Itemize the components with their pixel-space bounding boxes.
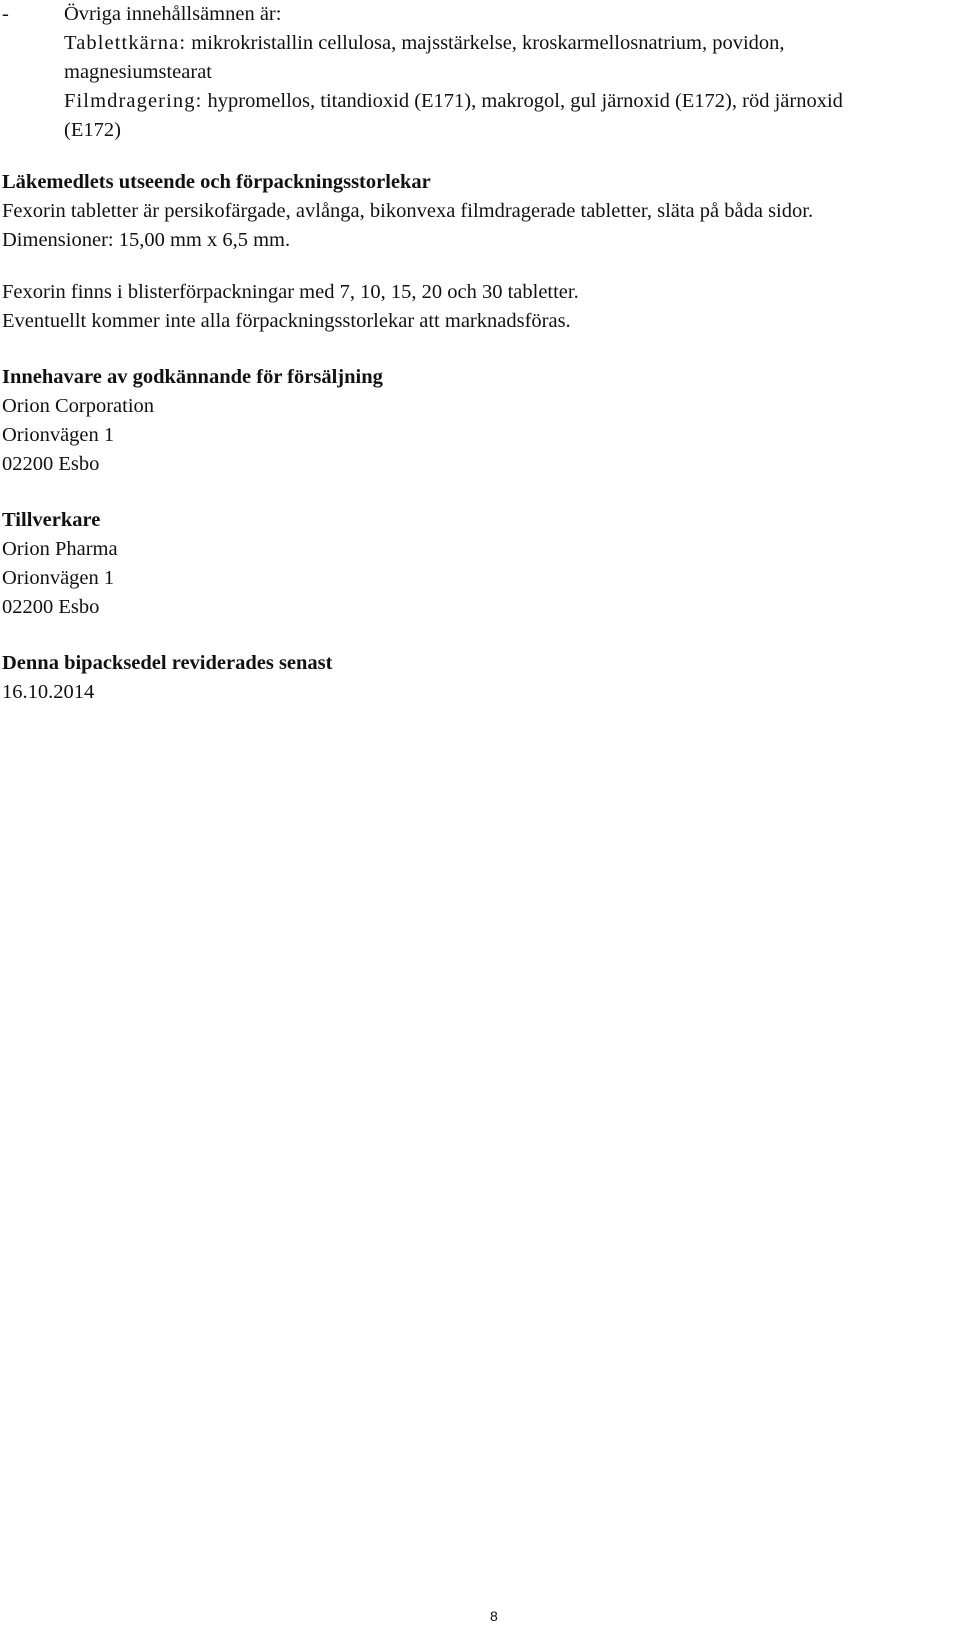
bullet-dash: - [2, 3, 9, 25]
coating-ingredients-line-cont: (E172) [64, 119, 121, 141]
holder-line: 02200 Esbo [2, 453, 100, 475]
core-ingredients-line-cont: magnesiumstearat [64, 61, 213, 83]
core-text: mikrokristallin cellulosa, majsstärkelse, kroskarmellosnatrium, povidon, [191, 32, 785, 54]
core-label: Tablettkärna: [64, 32, 187, 54]
manufacturer-line: Orion Pharma [2, 538, 118, 560]
page-number: 8 [490, 1608, 498, 1624]
pack-size-line: Eventuellt kommer inte alla förpackningsstorlekar att marknadsföras. [2, 310, 571, 332]
holder-line: Orion Corporation [2, 395, 155, 417]
ingredients-heading: Övriga innehållsämnen är: [64, 3, 282, 25]
pack-size-line: Fexorin finns i blisterförpackningar med 7, 10, 15, 20 och 30 tabletter. [2, 281, 579, 303]
coating-ingredients-line [2, 87, 952, 116]
ingredients-heading-row [2, 0, 952, 29]
appearance-heading: Läkemedlets utseende och förpackningsstorlekar [2, 171, 431, 193]
core-ingredients-line [2, 29, 952, 58]
coating-label: Filmdragering: [64, 90, 203, 112]
manufacturer-heading: Tillverkare [2, 509, 101, 531]
holder-line: Orionvägen 1 [2, 424, 115, 446]
revision-date: 16.10.2014 [2, 681, 95, 703]
manufacturer-line: Orionvägen 1 [2, 567, 115, 589]
appearance-line: Fexorin tabletter är persikofärgade, avlånga, bikonvexa filmdragerade tabletter, släta på båda sidor. [2, 200, 814, 222]
manufacturer-line: 02200 Esbo [2, 596, 100, 618]
revision-heading: Denna bipacksedel reviderades senast [2, 652, 333, 674]
appearance-line: Dimensioner: 15,00 mm x 6,5 mm. [2, 229, 291, 251]
coating-text: hypromellos, titandioxid (E171), makrogol, gul järnoxid (E172), röd järnoxid [207, 90, 843, 112]
holder-heading: Innehavare av godkännande för försäljning [2, 366, 383, 388]
leaflet-text [2, 0, 952, 707]
